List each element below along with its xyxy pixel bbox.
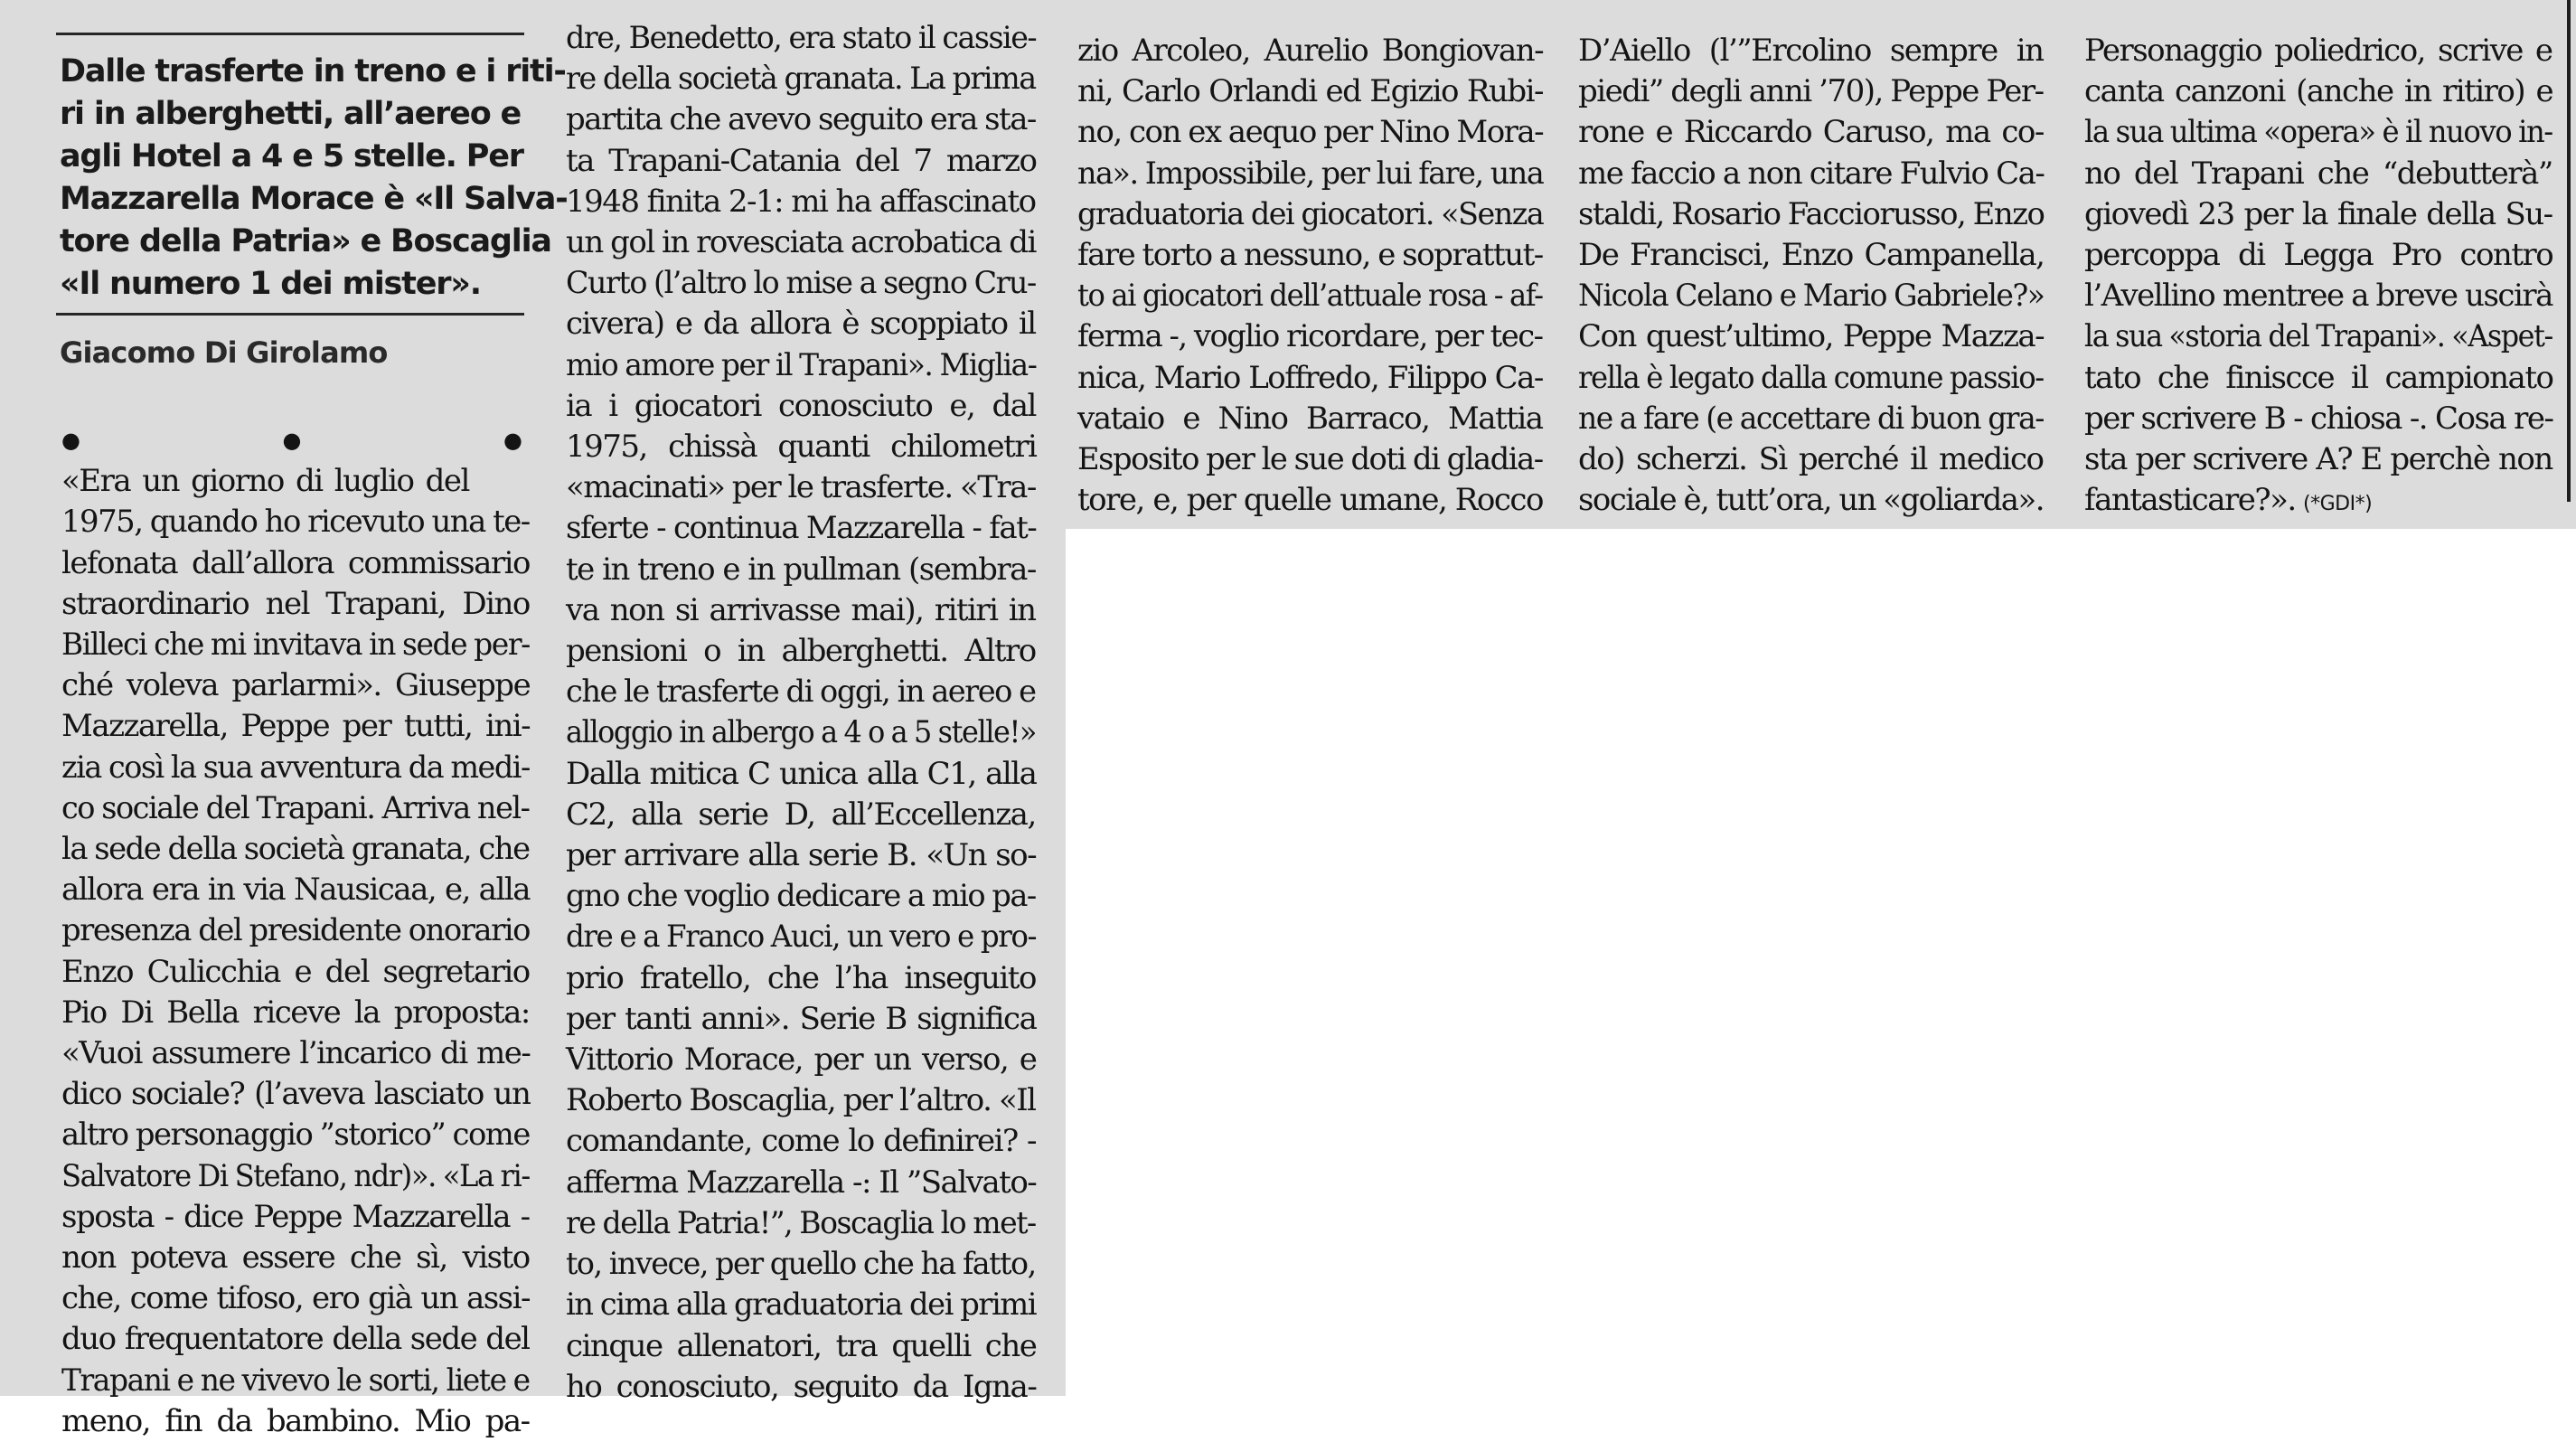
text-line: fare torto a nessuno, e soprattut- <box>1077 237 1543 274</box>
text-line: sferte - continua Mazzarella - fat- <box>566 510 1037 547</box>
article-column-2 <box>566 18 1036 1408</box>
text-line: civera) e da allora è scoppiato il <box>566 306 1036 343</box>
text-line: allora era in via Nausicaa, e, alla <box>61 872 530 909</box>
lead-line: «Il numero 1 dei mister». <box>60 266 481 302</box>
text-line: te in treno e in pullman (sembra- <box>566 551 1036 588</box>
text-line: rella è legato dalla comune passio- <box>1578 359 2044 396</box>
text-line: Mazzarella, Peppe per tutti, ini- <box>61 708 531 745</box>
text-line: na». Impossibile, per lui fare, una <box>1077 155 1544 192</box>
text-line: altro personaggio ”storico” come <box>61 1117 530 1154</box>
text-line: no, con ex aequo per Nino Mora- <box>1077 114 1544 151</box>
text-line: la sua ultima «opera» è il nuovo in- <box>2084 114 2552 151</box>
text-line: «macinati» per le trasferte. «Tra- <box>566 469 1036 506</box>
text-line: la sua «storia del Trapani». «Aspet- <box>2084 318 2552 355</box>
text-line: per arrivare alla serie B. «Un so- <box>566 837 1037 874</box>
text-line: 1975, chissà quanti chilometri <box>566 429 1037 466</box>
text-line: che, come tifoso, ero già un assi- <box>61 1280 530 1317</box>
text-line: Roberto Boscaglia, per l’altro. «Il <box>566 1082 1036 1119</box>
lead-top-rule <box>56 33 524 35</box>
article-column-3 <box>1077 31 1543 521</box>
text-line: ché voleva parlarmi». Giuseppe <box>61 667 531 704</box>
text-line: 1948 finita 2-1: mi ha affascinato <box>566 183 1036 220</box>
text-line: rone e Riccardo Caruso, ma co- <box>1578 114 2044 151</box>
text-line: va non si arrivasse mai), ritiri in <box>566 591 1036 628</box>
text-line: tato che finiscce il campionato <box>2084 359 2553 396</box>
text-line: partita che avevo seguito era sta- <box>566 101 1036 138</box>
text-line: cinque allenatori, tra quelli che <box>566 1327 1037 1364</box>
lead-line: tore della Patria» e Boscaglia <box>60 223 551 259</box>
text-line: giovedì 23 per la finale della Su- <box>2084 195 2552 232</box>
text-line: sposta - dice Peppe Mazzarella - <box>61 1198 530 1235</box>
text-line: to ai giocatori dell’attuale rosa - af- <box>1077 278 1543 315</box>
article-column-4 <box>1578 31 2044 521</box>
text-line: ferma -, voglio ricordare, per tec- <box>1077 318 1543 355</box>
text-line: co sociale del Trapani. Arriva nel- <box>61 789 530 826</box>
text-line: la sede della società granata, che <box>61 831 530 868</box>
text-line: zia così la sua avventura da medi- <box>61 749 530 786</box>
text-line: nica, Mario Loffredo, Filippo Ca- <box>1077 359 1543 396</box>
article-byline: Giacomo Di Girolamo <box>60 335 388 370</box>
lead-line: agli Hotel a 4 e 5 stelle. Per <box>60 138 523 174</box>
text-line: ne a fare (e accettare di buon gra- <box>1578 400 2044 437</box>
text-line: sociale è, tutt’ora, un «goliarda». <box>1578 482 2044 519</box>
text-line: duo frequentatore della sede del <box>61 1321 530 1358</box>
lead-line: ri in alberghetti, all’aereo e <box>60 96 522 132</box>
text-line: do) scherzi. Sì perché il medico <box>1578 441 2044 478</box>
text-line: Billeci che mi invitava in sede per- <box>61 627 530 664</box>
text-line: Personaggio poliedrico, scrive e <box>2084 33 2552 69</box>
text-line: Nicola Celano e Mario Gabriele?» <box>1578 278 2045 315</box>
text-line: «Era un giorno di luglio del <box>61 463 469 500</box>
text-line: comandante, come lo definirei? - <box>566 1123 1036 1160</box>
text-line: canta canzoni (anche in ritiro) e <box>2084 73 2553 110</box>
text-line: alloggio in albergo a 4 o a 5 stelle!» <box>566 714 1036 751</box>
paragraph-bullet-icon: ●●● <box>61 428 521 453</box>
text-line: pensioni o in alberghetti. Altro <box>566 633 1036 670</box>
text-line: ia i giocatori conosciuto e, dal <box>566 387 1036 424</box>
text-line: prio fratello, che l’ha inseguito <box>566 959 1036 996</box>
text-line: Dalla mitica C unica alla C1, alla <box>566 755 1037 792</box>
text-line: in cima alla graduatoria dei primi <box>566 1286 1037 1324</box>
text-line: sta per scrivere A? E perchè non <box>2084 441 2552 478</box>
text-line: D’Aiello (l’”Ercolino sempre in <box>1578 33 2044 69</box>
article-lead <box>60 51 568 306</box>
text-line: Con quest’ultimo, Peppe Mazza- <box>1578 318 2045 355</box>
text-line: non poteva essere che sì, visto <box>61 1239 530 1277</box>
text-line: Trapani e ne vivevo le sorti, liete e <box>61 1362 530 1399</box>
text-line: dico sociale? (l’aveva lasciato un <box>61 1076 531 1113</box>
text-line: afferma Mazzarella -: Il ”Salvato- <box>566 1164 1037 1201</box>
text-line: mio amore per il Trapani». Miglia- <box>566 346 1037 383</box>
text-line: tore, e, per quelle umane, Rocco <box>1077 482 1543 519</box>
text-line: no del Trapani che “debutterà” <box>2084 155 2552 192</box>
text-line: per scrivere B - chiosa -. Cosa re- <box>2084 400 2553 437</box>
text-line: un gol in rovesciata acrobatica di <box>566 224 1036 261</box>
text-line: zio Arcoleo, Aurelio Bongiovan- <box>1077 33 1544 69</box>
text-line: Salvatore Di Stefano, ndr)». «La ri- <box>61 1157 530 1194</box>
text-line: fantasticare?». (*GDI*) <box>2084 482 2373 519</box>
text-line: staldi, Rosario Facciorusso, Enzo <box>1578 195 2045 232</box>
article-column-1 <box>61 420 530 1442</box>
text-line: re della società granata. La prima <box>566 61 1036 98</box>
text-line: graduatoria dei giocatori. «Senza <box>1077 195 1544 232</box>
text-line: De Francisci, Enzo Campanella, <box>1578 237 2045 274</box>
text-line: Vittorio Morace, per un verso, e <box>566 1041 1037 1079</box>
text-line: dre e a Franco Auci, un vero e pro- <box>566 919 1037 956</box>
article-column-5 <box>2084 31 2552 524</box>
text-line: 1975, quando ho ricevuto una te- <box>61 504 530 541</box>
text-line: presenza del presidente onorario <box>61 912 530 949</box>
text-line: re della Patria!”, Boscaglia lo met- <box>566 1204 1036 1241</box>
text-line: Pio Di Bella riceve la proposta: <box>61 994 530 1031</box>
text-line: dre, Benedetto, era stato il cassie- <box>566 20 1037 56</box>
text-line: percoppa di Legga Pro contro <box>2084 237 2553 274</box>
text-line: per tanti anni». Serie B significa <box>566 1000 1037 1037</box>
text-line: piedi” degli anni ’70), Peppe Per- <box>1578 73 2044 110</box>
lead-line: Dalle trasferte in treno e i riti- <box>60 53 566 90</box>
text-line: Esposito per le sue doti di gladia- <box>1077 441 1543 478</box>
text-line: Curto (l’altro lo mise a segno Cru- <box>566 265 1036 302</box>
text-line: l’Avellino mentree a breve uscirà <box>2084 278 2552 315</box>
author-signature: (*GDI*) <box>2303 493 2373 516</box>
text-line: «Vuoi assumere l’incarico di me- <box>61 1035 531 1072</box>
text-line: che le trasferte di oggi, in aereo e <box>566 674 1036 711</box>
column-edge-rule <box>2567 0 2571 502</box>
text-line: Enzo Culicchia e del segretario <box>61 953 530 990</box>
text-line: vataio e Nino Barraco, Mattia <box>1077 400 1543 437</box>
text-line: to, invece, per quello che ha fatto, <box>566 1246 1036 1283</box>
lead-bottom-rule <box>56 313 524 316</box>
text-line: meno, fin da bambino. Mio pa- <box>61 1402 530 1439</box>
text-line: ho conosciuto, seguito da Igna- <box>566 1368 1037 1405</box>
text-line: me faccio a non citare Fulvio Ca- <box>1578 155 2045 192</box>
lead-line: Mazzarella Morace è «Il Salva- <box>60 181 568 217</box>
text-line: ni, Carlo Orlandi ed Egizio Rubi- <box>1077 73 1544 110</box>
text-line: ta Trapani-Catania del 7 marzo <box>566 142 1037 179</box>
text-line: lefonata dall’allora commissario <box>61 544 530 581</box>
text-line: C2, alla serie D, all’Eccellenza, <box>566 796 1036 833</box>
text-line: gno che voglio dedicare a mio pa- <box>566 878 1036 915</box>
text-line: straordinario nel Trapani, Dino <box>61 585 530 622</box>
